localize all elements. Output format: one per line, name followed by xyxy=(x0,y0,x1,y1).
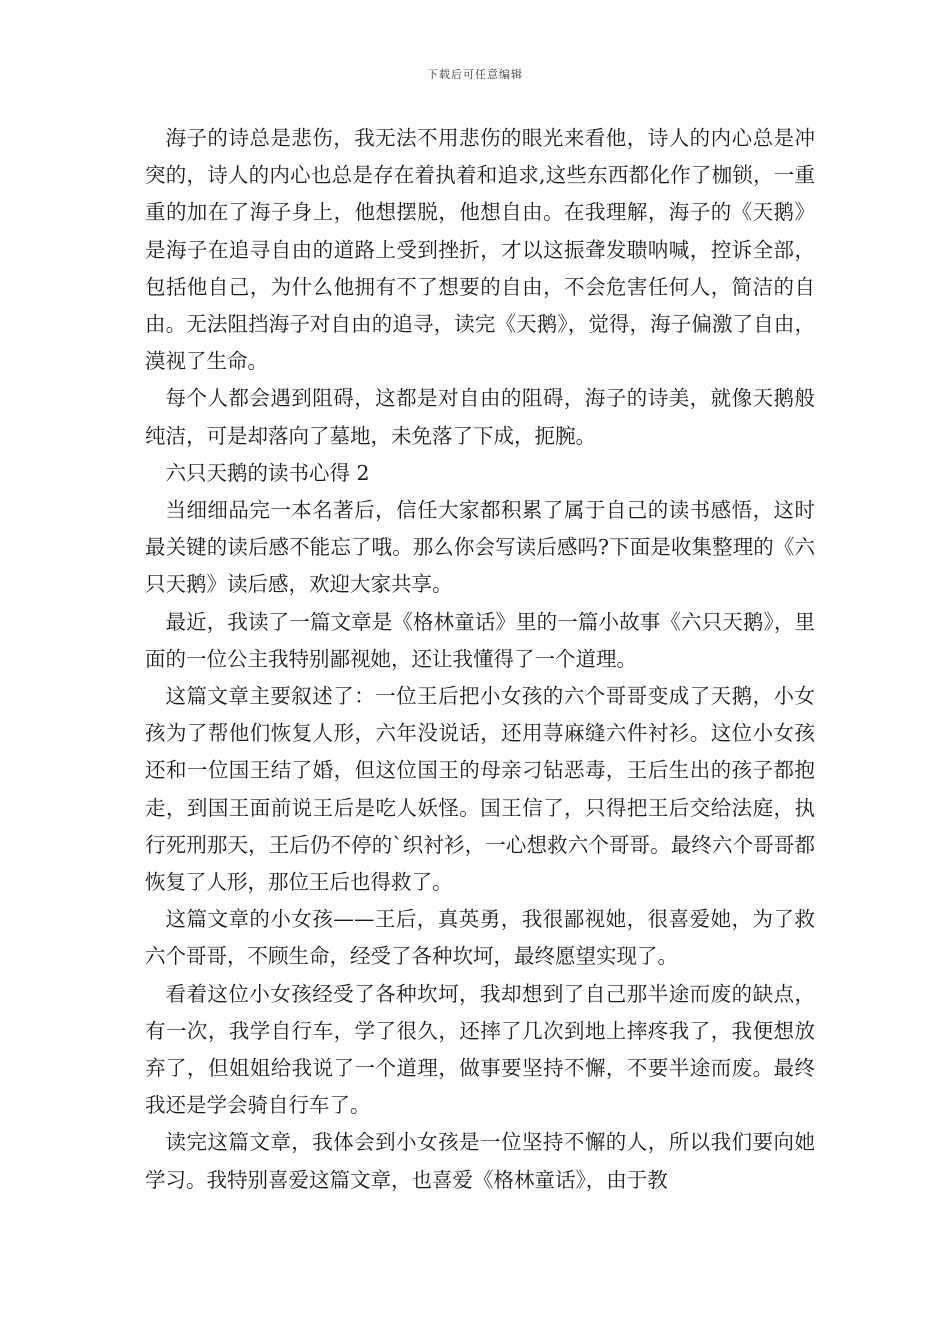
paragraph: 看着这位小女孩经受了各种坎坷，我却想到了自己那半途而废的缺点，有一次，我学自行车，学了很久，还摔了几次到地上摔疼我了，我便想放弃了，但姐姐给我说了一个道理，做事要坚持不懈，不要半途而废。最终我还是学会骑自行车了。 xyxy=(145,981,815,1118)
paragraph: 最近，我读了一篇文章是《格林童话》里的一篇小故事《六只天鹅》，里面的一位公主我特别鄙视她，还让我懂得了一个道理。 xyxy=(145,609,815,671)
paragraph: 当细细品完一本名著后，信任大家都积累了属于自己的读书感悟，这时最关键的读后感不能忘了哦。那么你会写读后感吗?下面是收集整理的《六只天鹅》读后感，欢迎大家共享。 xyxy=(145,498,815,597)
paragraph: 这篇文章的小女孩——王后，真英勇，我很鄙视她，很喜爱她，为了救六个哥哥，不顾生命，经受了各种坎坷，最终愿望实现了。 xyxy=(145,907,815,969)
document-body xyxy=(145,120,815,1199)
paragraph: 这篇文章主要叙述了：一位王后把小女孩的六个哥哥变成了天鹅，小女孩为了帮他们恢复人形，六年没说话，还用荨麻缝六件衬衫。这位小女孩还和一位国王结了婚，但这位国王的母亲刁钻恶毒，王后生出的孩子都抱走，到国王面前说王后是吃人妖怪。国王信了，只得把王后交给法庭，执行死刑那天，王后仍不停的`织衬衫，一心想救六个哥哥。最终六个哥哥都恢复了人形，那位王后也得救了。 xyxy=(145,684,815,895)
paragraph: 海子的诗总是悲伤，我无法不用悲伤的眼光来看他，诗人的内心总是冲突的，诗人的内心也总是存在着执着和追求,这些东西都化作了枷锁，一重重的加在了海子身上，他想摆脱，他想自由。在我理解，海子的《天鹅》是海子在追寻自由的道路上受到挫折，才以这振聋发聩呐喊，控诉全部，包括他自己，为什么他拥有不了想要的自由，不会危害任何人，简洁的自由。无法阻挡海子对自由的追寻，读完《天鹅》，觉得，海子偏激了自由，漠视了生命。 xyxy=(145,126,815,374)
page-header: 下载后可任意编辑 xyxy=(427,68,523,81)
paragraph: 每个人都会遇到阻碍，这都是对自由的阻碍，海子的诗美，就像天鹅般纯洁，可是却落向了墓地，未免落了下成，扼腕。 xyxy=(145,386,815,448)
paragraph: 读完这篇文章，我体会到小女孩是一位坚持不懈的人，所以我们要向她学习。我特别喜爱这篇文章，也喜爱《格林童话》，由于教 xyxy=(145,1130,815,1192)
section-heading: 六只天鹅的读书心得 2 xyxy=(165,460,370,485)
